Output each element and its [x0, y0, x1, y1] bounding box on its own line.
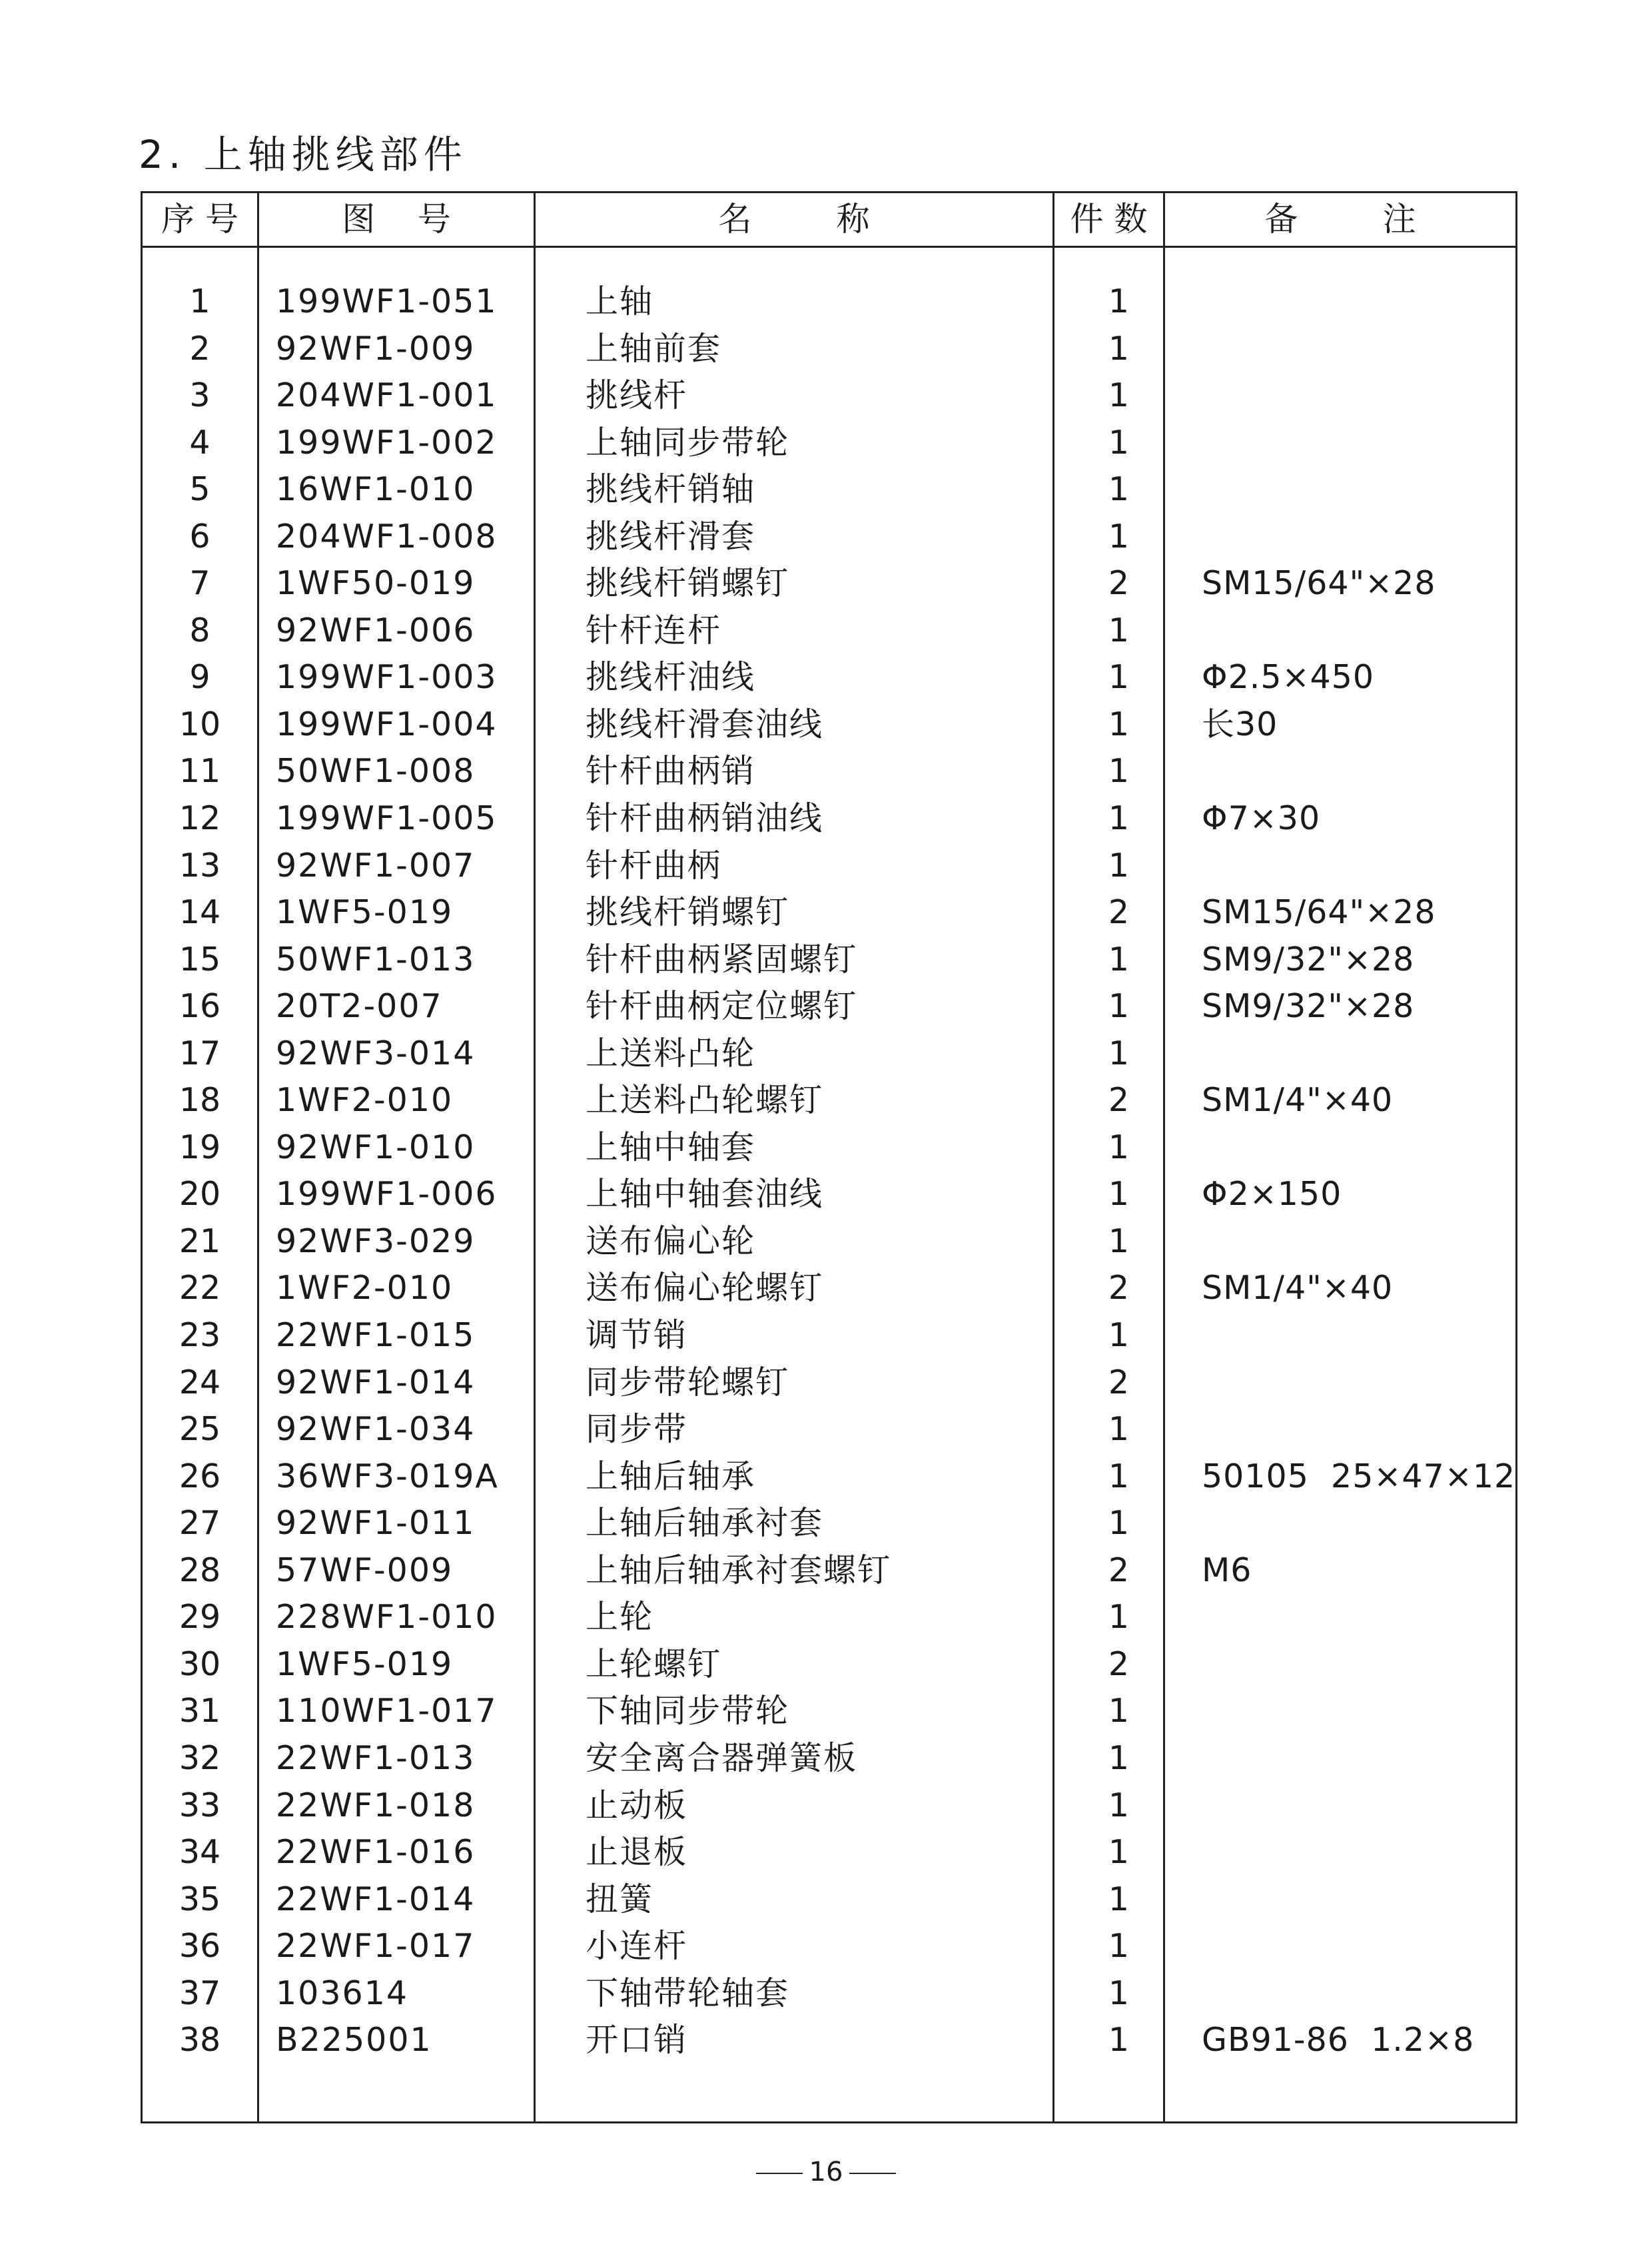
row-number: 29	[179, 1598, 221, 1637]
row-number: 36	[179, 1927, 221, 1966]
table-row	[143, 795, 1515, 843]
header-no: 序 号	[161, 200, 238, 238]
part-name: 止动板	[586, 1786, 688, 1824]
table-row	[143, 1641, 1515, 1688]
remarks: SM9/32"×28	[1202, 940, 1415, 978]
quantity: 2	[1108, 1363, 1130, 1401]
quantity: 1	[1108, 1128, 1130, 1166]
quantity: 1	[1108, 705, 1130, 743]
quantity: 1	[1108, 1833, 1130, 1872]
quantity: 1	[1108, 1504, 1130, 1543]
row-number: 2	[189, 329, 210, 368]
drawing-number: 1WF50-019	[276, 564, 476, 603]
part-name: 挑线杆销螺钉	[586, 564, 790, 603]
row-number: 16	[179, 987, 221, 1026]
quantity: 1	[1108, 1034, 1130, 1072]
part-name: 针杆曲柄销油线	[586, 799, 824, 838]
table-row	[143, 1735, 1515, 1782]
drawing-number: 16WF1-010	[276, 470, 476, 509]
drawing-number: 22WF1-018	[276, 1786, 476, 1824]
part-name: 针杆曲柄	[586, 846, 722, 885]
table-row	[143, 1406, 1515, 1453]
drawing-number: 92WF1-006	[276, 611, 476, 649]
remarks: GB91-86 1.2×8	[1202, 2021, 1475, 2059]
row-number: 28	[179, 1551, 221, 1589]
part-name: 挑线杆滑套	[586, 517, 756, 556]
quantity: 1	[1108, 1692, 1130, 1730]
table-row	[143, 1312, 1515, 1359]
row-number: 14	[179, 893, 221, 932]
table-row	[143, 889, 1515, 936]
row-number: 11	[179, 752, 221, 791]
part-name: 送布偏心轮	[586, 1222, 756, 1260]
drawing-number: 199WF1-006	[276, 1175, 498, 1214]
header-qty: 件 数	[1070, 200, 1148, 238]
row-number: 3	[189, 376, 210, 415]
row-number: 4	[189, 423, 210, 462]
table-row	[143, 278, 1515, 326]
quantity: 1	[1108, 1316, 1130, 1355]
quantity: 2	[1108, 893, 1130, 932]
table-row	[143, 1970, 1515, 2018]
quantity: 2	[1108, 564, 1130, 603]
part-name: 止退板	[586, 1833, 688, 1872]
drawing-number: 204WF1-008	[276, 517, 498, 556]
table-row	[143, 1077, 1515, 1124]
table-row	[143, 2017, 1515, 2064]
quantity: 1	[1108, 940, 1130, 978]
header-remarks: 备 注	[1264, 200, 1416, 238]
table-row	[143, 1453, 1515, 1501]
quantity: 2	[1108, 1081, 1130, 1120]
part-name: 上轴	[586, 282, 654, 320]
table-row	[143, 372, 1515, 420]
drawing-number: 1WF2-010	[276, 1081, 454, 1120]
part-name: 扭簧	[586, 1880, 654, 1918]
quantity: 2	[1108, 1269, 1130, 1308]
quantity: 1	[1108, 470, 1130, 509]
remarks: Φ7×30	[1202, 799, 1321, 838]
row-number: 38	[179, 2021, 221, 2059]
row-number: 37	[179, 1974, 221, 2012]
table-row	[143, 420, 1515, 467]
part-name: 送布偏心轮螺钉	[586, 1269, 824, 1308]
drawing-number: 1WF2-010	[276, 1269, 454, 1308]
part-name: 上轴中轴套油线	[586, 1175, 824, 1214]
quantity: 1	[1108, 752, 1130, 791]
remarks: SM1/4"×40	[1202, 1269, 1394, 1308]
page-title: 2. 上轴挑线部件	[139, 132, 468, 177]
row-number: 32	[179, 1738, 221, 1777]
part-name: 下轴同步带轮	[586, 1692, 790, 1730]
table-row	[143, 466, 1515, 514]
table-row	[143, 1594, 1515, 1641]
remarks: SM9/32"×28	[1202, 987, 1415, 1026]
table-body	[143, 278, 1515, 2064]
table-row	[143, 701, 1515, 749]
drawing-number: 92WF1-007	[276, 846, 476, 885]
table-row	[143, 1782, 1515, 1830]
table-row	[143, 1500, 1515, 1547]
part-name: 上送料凸轮螺钉	[586, 1081, 824, 1120]
row-number: 5	[189, 470, 210, 509]
row-number: 1	[189, 282, 210, 320]
part-name: 针杆曲柄紧固螺钉	[586, 940, 858, 978]
drawing-number: 57WF-009	[276, 1551, 454, 1589]
remarks: Φ2.5×450	[1202, 658, 1375, 697]
parts-table	[141, 191, 1517, 2123]
row-number: 24	[179, 1363, 221, 1401]
table-row	[143, 1171, 1515, 1218]
table-row	[143, 514, 1515, 561]
quantity: 1	[1108, 1786, 1130, 1824]
part-name: 挑线杆滑套油线	[586, 705, 824, 743]
remarks: SM15/64"×28	[1202, 893, 1436, 932]
drawing-number: 199WF1-051	[276, 282, 498, 320]
drawing-number: 1WF5-019	[276, 1645, 454, 1683]
part-name: 上轴后轴承衬套螺钉	[586, 1551, 892, 1589]
quantity: 1	[1108, 517, 1130, 556]
drawing-number: 22WF1-017	[276, 1927, 476, 1966]
quantity: 1	[1108, 611, 1130, 649]
quantity: 1	[1108, 376, 1130, 415]
table-row	[143, 607, 1515, 655]
quantity: 1	[1108, 423, 1130, 462]
table-row	[143, 326, 1515, 373]
drawing-number: 92WF1-034	[276, 1410, 476, 1449]
table-row	[143, 654, 1515, 701]
table-row	[143, 1688, 1515, 1735]
row-number: 18	[179, 1081, 221, 1120]
drawing-number: 199WF1-005	[276, 799, 498, 838]
drawing-number: 228WF1-010	[276, 1598, 498, 1637]
table-row	[143, 1923, 1515, 1970]
part-name: 上轴后轴承衬套	[586, 1504, 824, 1543]
table-row	[143, 748, 1515, 795]
row-number: 25	[179, 1410, 221, 1449]
quantity: 1	[1108, 282, 1130, 320]
quantity: 1	[1108, 1974, 1130, 2012]
row-number: 19	[179, 1128, 221, 1166]
table-row	[143, 1124, 1515, 1172]
part-name: 挑线杆	[586, 376, 688, 415]
remarks: 50105 25×47×12	[1202, 1457, 1516, 1495]
drawing-number: 92WF1-014	[276, 1363, 476, 1401]
table-row	[143, 1829, 1515, 1876]
part-name: 下轴带轮轴套	[586, 1974, 790, 2012]
quantity: 1	[1108, 1175, 1130, 1214]
row-number: 31	[179, 1692, 221, 1730]
table-row	[143, 936, 1515, 984]
quantity: 1	[1108, 987, 1130, 1026]
quantity: 2	[1108, 1551, 1130, 1589]
part-name: 针杆连杆	[586, 611, 722, 649]
quantity: 1	[1108, 1222, 1130, 1260]
quantity: 1	[1108, 799, 1130, 838]
table-row	[143, 843, 1515, 890]
header-name: 名 称	[718, 200, 870, 238]
quantity: 1	[1108, 658, 1130, 697]
part-name: 针杆曲柄定位螺钉	[586, 987, 858, 1026]
remarks: SM15/64"×28	[1202, 564, 1436, 603]
footer-dash	[849, 2173, 896, 2174]
drawing-number: 199WF1-004	[276, 705, 498, 743]
row-number: 20	[179, 1175, 221, 1214]
table-row	[143, 1218, 1515, 1266]
drawing-number: 22WF1-016	[276, 1833, 476, 1872]
part-name: 调节销	[586, 1316, 688, 1355]
drawing-number: 92WF3-029	[276, 1222, 476, 1260]
header-drawing-no: 图 号	[342, 200, 451, 238]
row-number: 9	[189, 658, 210, 697]
quantity: 1	[1108, 2021, 1130, 2059]
quantity: 1	[1108, 1927, 1130, 1966]
part-name: 上轴同步带轮	[586, 423, 790, 462]
row-number: 23	[179, 1316, 221, 1355]
part-name: 挑线杆销螺钉	[586, 893, 790, 932]
row-number: 27	[179, 1504, 221, 1543]
part-name: 同步带	[586, 1410, 688, 1449]
drawing-number: 92WF1-010	[276, 1128, 476, 1166]
drawing-number: 22WF1-013	[276, 1738, 476, 1777]
part-name: 上轮螺钉	[586, 1645, 722, 1683]
row-number: 26	[179, 1457, 221, 1495]
row-number: 17	[179, 1034, 221, 1072]
row-number: 22	[179, 1269, 221, 1308]
part-name: 针杆曲柄销	[586, 752, 756, 791]
quantity: 1	[1108, 329, 1130, 368]
part-name: 上轴前套	[586, 329, 722, 368]
remarks: 长30	[1202, 705, 1278, 743]
row-number: 6	[189, 517, 210, 556]
footer-dash	[756, 2173, 803, 2174]
table-row	[143, 1876, 1515, 1924]
table-row	[143, 983, 1515, 1030]
quantity: 1	[1108, 846, 1130, 885]
row-number: 34	[179, 1833, 221, 1872]
part-name: 挑线杆销轴	[586, 470, 756, 509]
row-number: 33	[179, 1786, 221, 1824]
remarks: M6	[1202, 1551, 1252, 1589]
table-row	[143, 1030, 1515, 1078]
row-number: 13	[179, 846, 221, 885]
row-number: 8	[189, 611, 210, 649]
page-number: 16	[809, 2157, 843, 2187]
part-name: 开口销	[586, 2021, 688, 2059]
drawing-number: 22WF1-014	[276, 1880, 476, 1918]
row-number: 21	[179, 1222, 221, 1260]
row-number: 12	[179, 799, 221, 838]
drawing-number: 103614	[276, 1974, 409, 2012]
row-number: 10	[179, 705, 221, 743]
row-number: 35	[179, 1880, 221, 1918]
part-name: 安全离合器弹簧板	[586, 1738, 858, 1777]
drawing-number: 50WF1-013	[276, 940, 476, 978]
drawing-number: 204WF1-001	[276, 376, 498, 415]
drawing-number: 36WF3-019A	[276, 1457, 499, 1495]
header-divider	[143, 246, 1515, 248]
drawing-number: 199WF1-002	[276, 423, 498, 462]
drawing-number: 22WF1-015	[276, 1316, 476, 1355]
quantity: 1	[1108, 1738, 1130, 1777]
quantity: 1	[1108, 1880, 1130, 1918]
row-number: 15	[179, 940, 221, 978]
drawing-number: 92WF1-009	[276, 329, 476, 368]
drawing-number: 20T2-007	[276, 987, 443, 1026]
drawing-number: 50WF1-008	[276, 752, 476, 791]
part-name: 上轮	[586, 1598, 654, 1637]
part-name: 挑线杆油线	[586, 658, 756, 697]
drawing-number: 92WF1-011	[276, 1504, 476, 1543]
part-name: 上送料凸轮	[586, 1034, 756, 1072]
table-row	[143, 1547, 1515, 1595]
table-row	[143, 560, 1515, 607]
table-row	[143, 1265, 1515, 1312]
part-name: 上轴后轴承	[586, 1457, 756, 1495]
drawing-number: 92WF3-014	[276, 1034, 476, 1072]
drawing-number: 110WF1-017	[276, 1692, 498, 1730]
drawing-number: 1WF5-019	[276, 893, 454, 932]
row-number: 30	[179, 1645, 221, 1683]
part-name: 上轴中轴套	[586, 1128, 756, 1166]
part-name: 同步带轮螺钉	[586, 1363, 790, 1401]
page-footer	[0, 2155, 1652, 2189]
quantity: 1	[1108, 1457, 1130, 1495]
remarks: SM1/4"×40	[1202, 1081, 1394, 1120]
table-row	[143, 1359, 1515, 1407]
drawing-number: B225001	[276, 2021, 432, 2059]
remarks: Φ2×150	[1202, 1175, 1342, 1214]
quantity: 1	[1108, 1410, 1130, 1449]
drawing-number: 199WF1-003	[276, 658, 498, 697]
quantity: 1	[1108, 1598, 1130, 1637]
quantity: 2	[1108, 1645, 1130, 1683]
row-number: 7	[189, 564, 210, 603]
part-name: 小连杆	[586, 1927, 688, 1966]
